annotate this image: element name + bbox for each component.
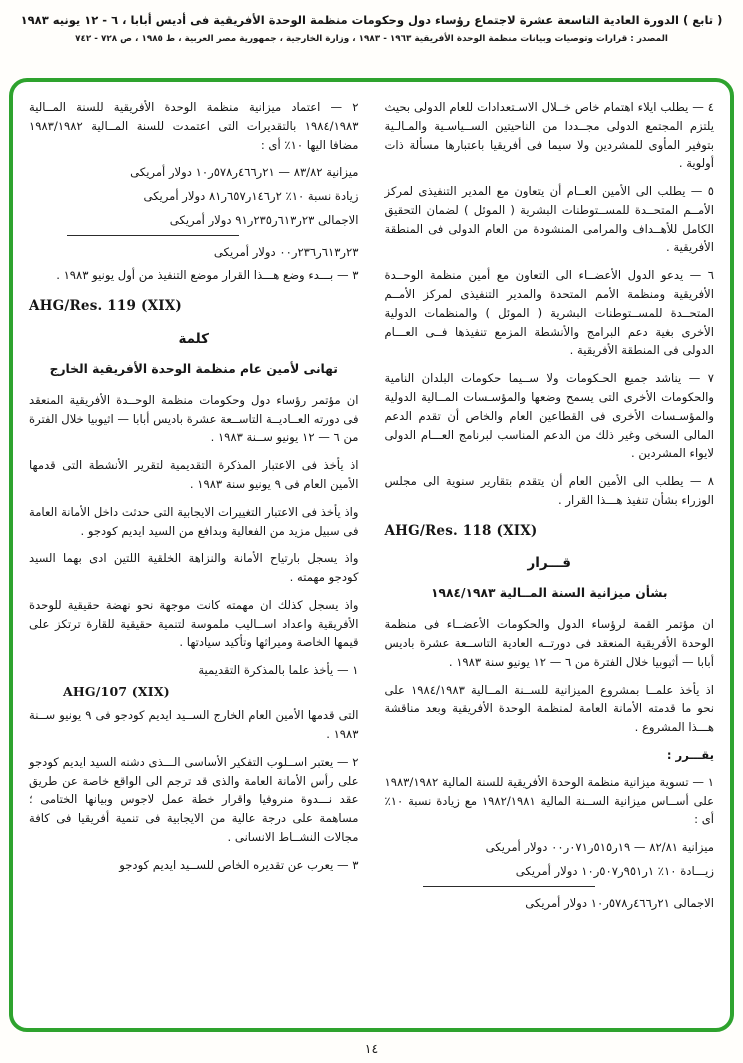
- speech-clause-2: ٢ — يعتبر اســلوب التفكير الأساسى الـــذى دشنه السيد ايديم كودجو على رأس الأمانة العامة والذى قد ترجم الى الواقع خاصة عن طريق عقد نـــدوة منروفيا واقرار خطة عمل لاجوس وبيانها الختامى ؛ مساهمة على درجة عالية من الايجابية فى تنمية أفريقيا فى كافة مجالات النشــاط الانسانى .: [29, 754, 359, 844]
- speech-preamble-1: ان مؤتمر رؤساء دول وحكومات منظمة الوحــدة الأفريقية المنعقد فى دورته العــاديــة التاســعة عشرة باديس أبابا — اثيوبيا خلال الفترة من ٦ — ١٢ يونيو ســنة ١٩٨٣ .: [29, 392, 359, 445]
- decision-subtitle: بشأن ميزانية السنة المــالية ١٩٨٤/١٩٨٣: [430, 586, 668, 601]
- page-header-title: ( تابع ) الدورة العادية التاسعة عشرة لاجتماع رؤساء دول وحكومات منظمة الوحدة الأفريقية فى أديس أبابا ، ٦ - ١٢ يونيه ١٩٨٣: [20, 13, 723, 27]
- decision-title: قـــرار: [527, 555, 571, 572]
- resolution-ref-118: AHG/Res. 118 (XIX): [384, 522, 538, 539]
- speech-clause-1-rest: التى قدمها الأمين العام الخارج الســيد ايديم كودجو فى ٩ يونيو ســنة ١٩٨٣ .: [29, 708, 359, 742]
- speech-preamble-4: واذ يسجل بارتياح الأمانة والنزاهة الخلقية اللتين ادى بهما السيد كودجو مهمته .: [29, 551, 359, 585]
- document-ref-ahg-107: AHG/107 (XIX): [63, 684, 170, 700]
- content-frame: [9, 78, 734, 1032]
- sum-underline: [423, 886, 595, 887]
- decision-preamble-1: ان مؤتمر القمة لرؤساء الدول والحكومات الأعضــاء فى منظمة الوحدة الأفريقية المنعقد فى دورتــه العادية التاســعة عشرة باديس أبابا — أثيوبيا خلال الفترة من ٦ — ١٢ يونيو سنة ١٩٨٣ .: [384, 617, 714, 669]
- decision-clause-2: ٢ — اعتماد ميزانية منظمة الوحدة الأفريقية للسنة المــالية ١٩٨٤/١٩٨٣ بالتقديرات التى اعتمدت للسنة المــالية ١٩٨٣/١٩٨٢ مضافا اليها ١٠٪ أى :: [29, 100, 359, 152]
- budget-line-increase: زيـــادة ١٠٪ ١ر٩٥١ر٥٠٧ر١٠ دولار أمريكى: [515, 863, 714, 878]
- resolution-clause-5: ٥ — يطلب الى الأمين العــام أن يتعاون مع المدير التنفيذى لمركز الأمــم المتحــدة للمســتوطنات البشرية ( الموئل ) لضمان التحقيق الكامل للأهــداف والمرامى المنشودة من العام الدولى فى المنطقة الأفريقية .: [384, 184, 714, 255]
- speech-preamble-5: واذ يسجل كذلك ان مهمته كانت موجهة نحو نهضة حقيقية للوحدة الأفريقية واعداد اســاليب ملموسة لتنمية حقيقية للقارة ترتكز على قيمها الخاصة وميراثها وتأكيد سيادتها .: [29, 597, 359, 650]
- budget-line-total: الاجمالى ٢١ر٤٦٦ر٥٧٨ر١٠ دولار أمريكى: [525, 895, 714, 910]
- budget-line-total-rounded: ٢٣ر٦١٣ر٢٣٦ر٠٠ دولار أمريكى: [213, 244, 359, 259]
- speech-title: كلمة: [178, 331, 210, 348]
- column-right: [385, 98, 715, 1018]
- budget-line-increase: زيادة نسبة ١٠٪ ٢ر١٤٦ر٦٥٧ر٨١ دولار أمريكى: [143, 189, 359, 204]
- column-left: [29, 98, 359, 1018]
- speech-clause-1-lead: ١ — يأخذ علما بالمذكرة التقديمية: [198, 663, 359, 678]
- decision-clause-1: ١ — تسوية ميزانية منظمة الوحدة الأفريقية للسنة المالية ١٩٨٣/١٩٨٢ على أســاس ميزانية الســنة المالية ١٩٨٢/١٩٨١ مع زيادة نسبة ١٠٪ أى :: [384, 774, 714, 827]
- decides-label: يقـــرر :: [666, 747, 714, 762]
- resolution-clause-6: ٦ — يدعو الدول الأعضــاء الى التعاون مع أمين منظمة الوحــدة الأفريقية ومنظمة الأمم المتحدة والمدير التنفيذى لمركز الأمــم المتحــدة للمســتوطنات البشرية ( الموئل ) والمنظمات الدولية الأخرى بغية دعم البرامج والأنشطة المزمع تنفيذها فــى العـــام الدولى فى المنطقة الأفريقية .: [384, 268, 714, 358]
- page-number: ١٤: [364, 1041, 379, 1056]
- speech-subtitle: تهانى لأمين عام منظمة الوحدة الأفريقية الخارج: [49, 361, 338, 376]
- resolution-ref-119: AHG/Res. 119 (XIX): [29, 298, 183, 315]
- resolution-clause-4: ٤ — يطلب ايلاء اهتمام خاص خــلال الاسـتعدادات للعام الدولى بحيث يلتزم المجتمع الدولى مجــددا من الناحيتين الســياسـية والمـالـية بتوفير المأوى للمشردين ولا سيما فى أفريقيا باعتبارها مسألة ذات أولوية .: [384, 100, 714, 171]
- page-source-line: المصدر : قرارات وتوصيات وبيانات منظمة الوحدة الأفريقية ١٩٦٣ - ١٩٨٣ ، وزارة الخارجية ، جمهورية مصر العربية ، ط ١٩٨٥ ، ص ٧٢٨ - ٧٤٢: [75, 33, 668, 44]
- speech-clause-3: ٣ — يعرب عن تقديره الخاص للســيد ايديم كودجو: [119, 857, 359, 872]
- resolution-clause-8: ٨ — يطلب الى الأمين العام أن يتقدم بتقارير سنوية الى مجلس الوزراء بشأن تنفيذ هـــذا القرار .: [384, 474, 714, 507]
- resolution-clause-7: ٧ — يناشد جميع الحـكومات ولا ســيما حكومات البلدان النامية والحكومات الأخرى التى يسمح وضعها والمؤسـسات المــالية الدولية والمؤسـسات الأخرى فى القطاعين العام والخاص أن تقدم الدعم المالى السخى وغير ذلك من الدعم المناسب لبرنامج العـــام الدولى لايواء المشردين .: [384, 371, 714, 461]
- sum-underline: [67, 235, 239, 236]
- decision-preamble-2: اذ يأخذ علمــا بمشروع الميزانية للســنة المــالية ١٩٨٤/١٩٨٣ على نحو ما قدمته الأمانة العامة لمنظمة الوحدة الأفريقية وبعد مناقشة هـــذا المشروع .: [384, 682, 714, 735]
- budget-line-total: الاجمالى ٢٣ر٦١٣ر٢٣٥ر٩١ دولار أمريكى: [169, 212, 359, 227]
- speech-preamble-2: اذ يأخذ فى الاعتبار المذكرة التقديمية لتقرير الأنشطة التى قدمها الأمين العام فى ٩ يونيو سنة ١٩٨٣ .: [29, 458, 359, 491]
- speech-preamble-3: واذ يأخذ فى الاعتبار التغييرات الايجابية التى حدثت داخل الأمانة العامة فى سبيل مزيد من الفعالية وبدافع من السيد ايديم كودجو .: [29, 504, 359, 538]
- budget-line-1981-82: ميزانية ٨٢/٨١ — ١٩ر٥١٥ر٠٧١ر٠٠ دولار أمريكى: [485, 840, 714, 855]
- decision-clause-3: ٣ — بـــدء وضع هـــذا القرار موضع التنفيذ من أول يونيو ١٩٨٣ .: [56, 268, 359, 283]
- budget-line-1982-83: ميزانية ٨٣/٨٢ — ٢١ر٤٦٦ر٥٧٨ر١٠ دولار أمريكى: [130, 165, 359, 180]
